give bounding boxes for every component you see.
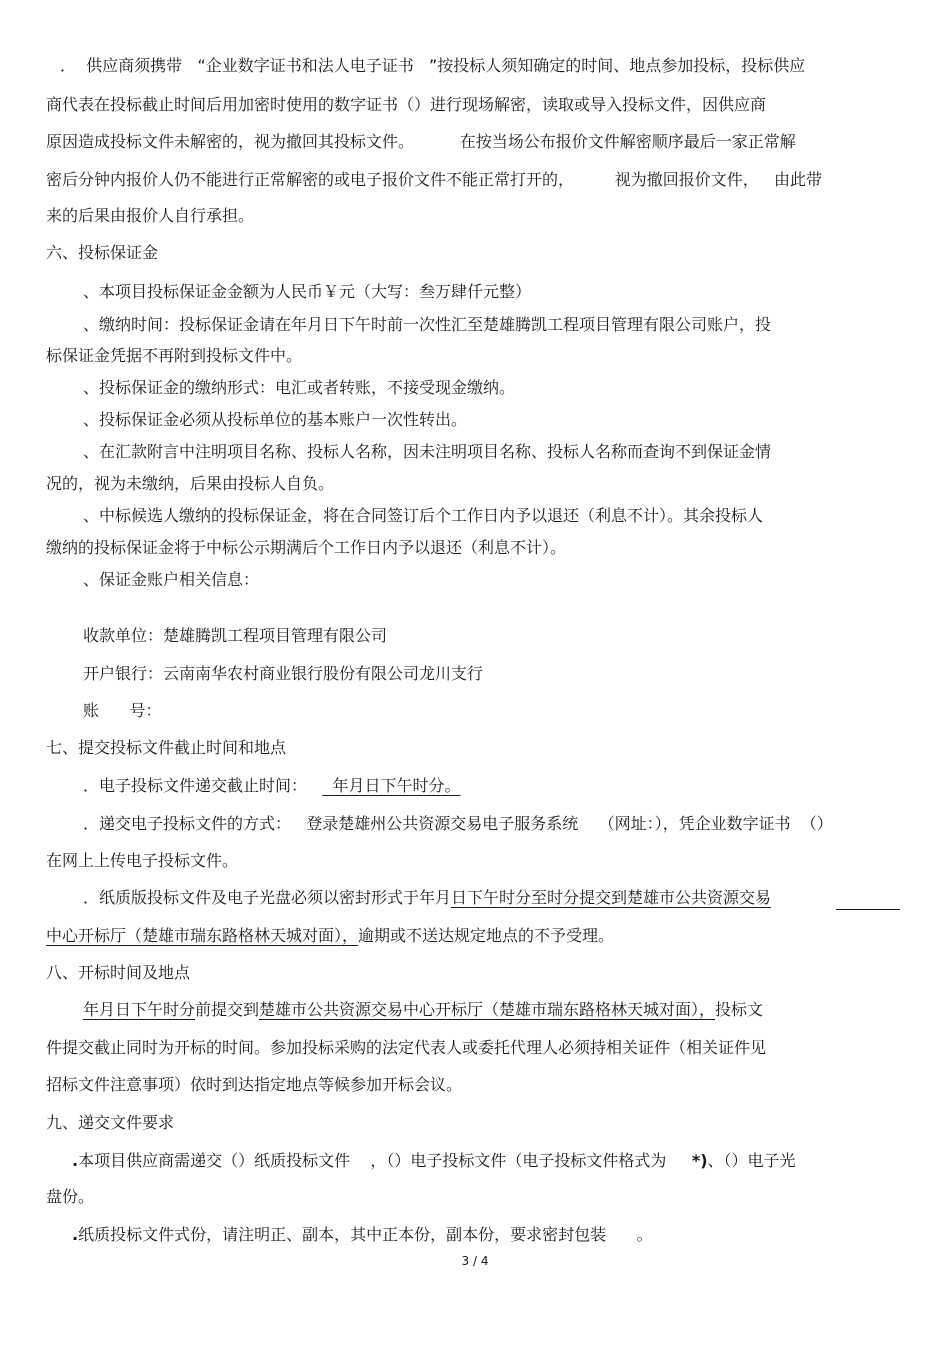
text-line: 原因造成投标文件未解密的，视为撤回其投标文件。 在按当场公布报价文件解密顺序最后一家正常解 [46, 132, 796, 151]
text-line: 、缴纳时间：投标保证金请在年月日下午时前一次性汇至楚雄腾凯工程项目管理有限公司账户，投 [83, 315, 772, 334]
text-segment: ．纸质版投标文件及电子光盘必须以密封形式于年月 [83, 888, 452, 907]
bullet: . [72, 1151, 79, 1170]
text-segment: ．电子投标文件递交截止时间： [83, 776, 323, 795]
text-line: 来的后果由报价人自行承担。 [46, 206, 255, 225]
text-line: 、保证金账户相关信息： [83, 570, 260, 589]
text-line [0, 1000, 950, 1020]
text-line [0, 1225, 950, 1245]
text-line: 、在汇款附言中注明项目名称、投标人名称，因未注明项目名称、投标人名称而查询不到保证金情 [83, 442, 772, 461]
text-segment: 前提交到 [195, 1000, 260, 1019]
text-line: 标保证金凭据不再附到投标文件中。 [46, 346, 303, 365]
text-segment: 投标文 [715, 1000, 764, 1019]
text-segment: 逾期或不送达规定地点的不予受理。 [358, 926, 615, 945]
text-line: ．递交电子投标文件的方式： 登录楚雄州公共资源交易电子服务系统 （网址：），凭企业数字证书 （） [83, 814, 833, 833]
section-heading: 八、开标时间及地点 [46, 963, 191, 982]
text-line: ． 供应商须携带 “企业数字证书和法人电子证书 ”按投标人须知确定的时间、地点参加投标，投标供应 [60, 56, 806, 75]
text-underlined: 公共资源交易 [675, 888, 772, 907]
text-line: 密后分钟内报价人仍不能进行正常解密的或电子报价文件不能正常打开的， 视为撤回报价文件， 由此带 [46, 170, 822, 189]
text-line: 况的，视为未缴纳，后果由投标人自负。 [46, 474, 335, 493]
text-line: 招标文件注意事项）依时到达指定地点等候参加开标会议。 [46, 1075, 463, 1094]
text-segment: *) [691, 1151, 708, 1170]
text-line: 盘份。 [46, 1187, 95, 1206]
section-heading: 七、提交投标文件截止时间和地点 [46, 738, 287, 757]
account-payee: 收款单位：楚雄腾凯工程项目管理有限公司 [83, 626, 388, 645]
text-underlined: 中心开标厅（楚雄市瑞东路格林天城对面）， [46, 926, 359, 945]
page-number: 3 / 4 [461, 1254, 489, 1268]
text-line: 、投标保证金必须从投标单位的基本账户一次性转出。 [83, 410, 468, 429]
text-line: 缴纳的投标保证金将于中标公示期满后个工作日内予以退还（利息不计）。 [46, 538, 567, 557]
text-line: 、中标候选人缴纳的投标保证金，将在合同签订后个工作日内予以退还（利息不计）。其余投标人 [83, 506, 764, 525]
text-segment: 纸质投标文件式份，请注明正、副本，其中正本份，副本份，要求密封包装 。 [78, 1225, 653, 1244]
text-underlined: 年月日下午时分 [83, 1000, 196, 1019]
section-heading: 六、投标保证金 [46, 243, 159, 262]
text-line [0, 926, 950, 946]
deadline-underlined: 年月日下午时分。 [322, 776, 461, 795]
text-underlined: 楚雄市公共资源交易中心开标厅（楚雄市瑞东路格林天城对面）， [259, 1000, 716, 1019]
text-line [0, 776, 950, 796]
bullet: . [72, 1225, 79, 1244]
text-line: 、本项目投标保证金金额为人民币￥元（大写：叁万肆仟元整） [83, 282, 532, 301]
account-number: 账 号： [83, 701, 162, 720]
text-segment: 、（）电子光 [707, 1151, 796, 1170]
text-line: 件提交截止同时为开标的时间。参加投标采购的法定代表人或委托代理人必须持相关证件（相关证件见 [46, 1038, 767, 1057]
text-line: 在网上上传电子投标文件。 [46, 851, 239, 870]
text-segment: 本项目供应商需递交（）纸质投标文件 ，（）电子投标文件（电子投标文件格式为 [78, 1151, 692, 1170]
text-line: 、投标保证金的缴纳形式：电汇或者转账，不接受现金缴纳。 [83, 378, 516, 397]
underline-rule [836, 909, 900, 910]
text-line [0, 1151, 950, 1171]
account-bank: 开户银行：云南南华农村商业银行股份有限公司龙川支行 [83, 664, 484, 683]
text-underlined: 日下午时分至时分提交到楚雄市 [451, 888, 676, 907]
text-line: 商代表在投标截止时间后用加密时使用的数字证书（）进行现场解密，读取或导入投标文件，因供应商 [46, 95, 767, 114]
section-heading: 九、递交文件要求 [46, 1113, 175, 1132]
text-line [0, 888, 950, 908]
